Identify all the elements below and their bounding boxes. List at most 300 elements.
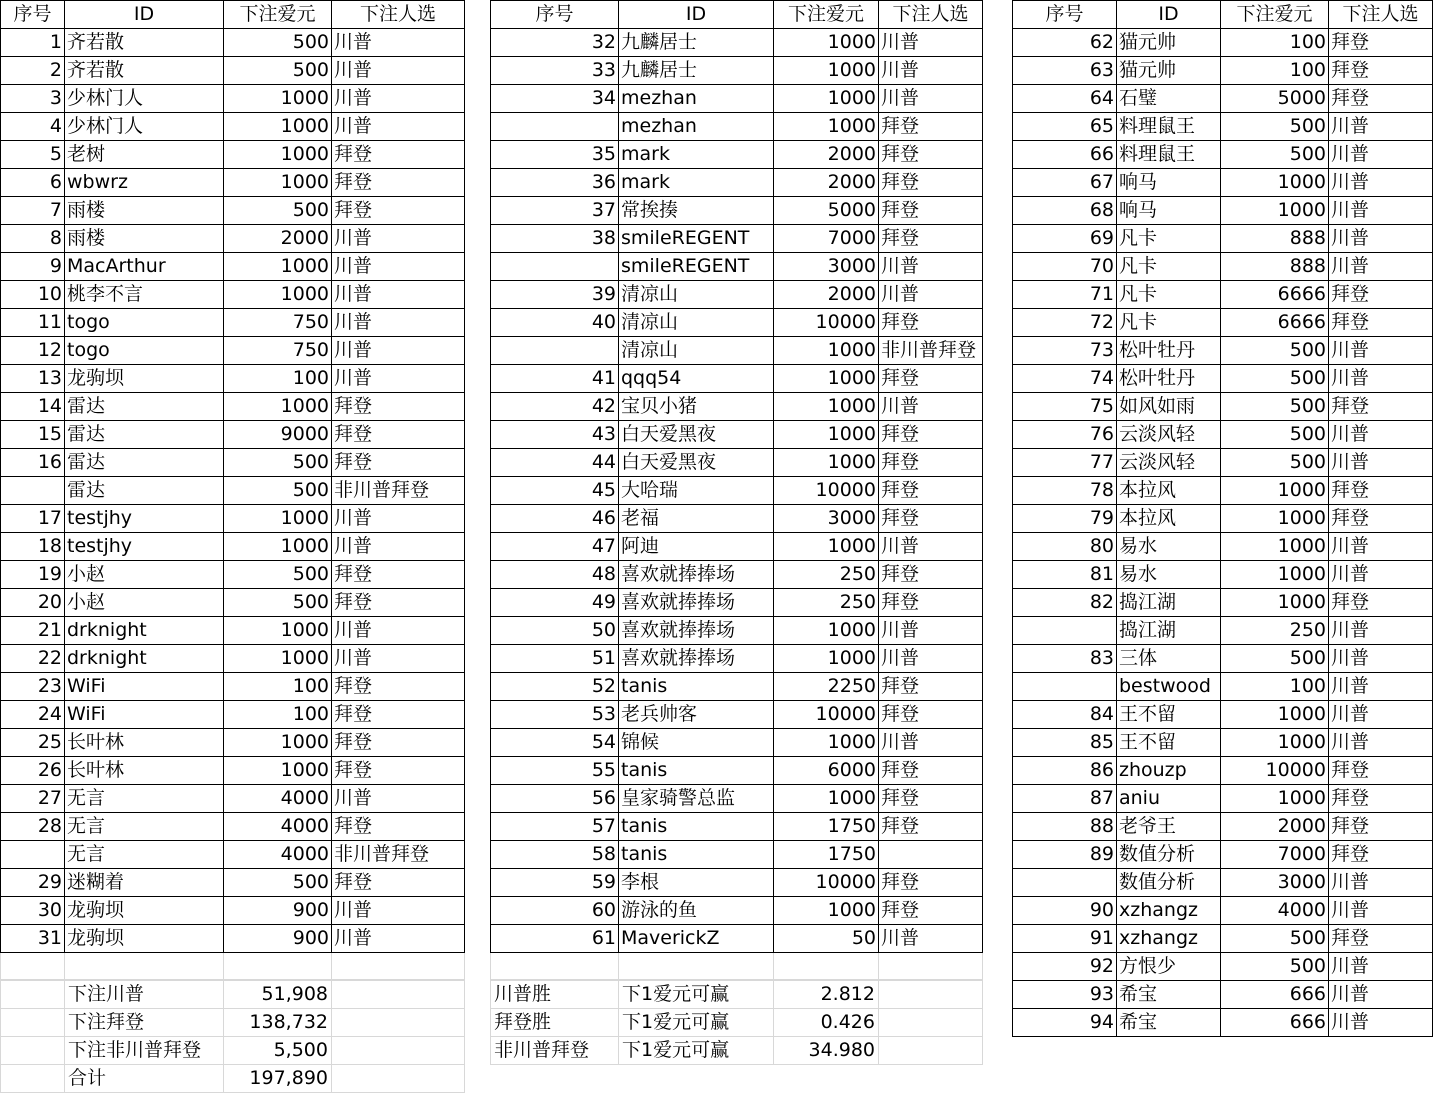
- choice-cell: 拜登: [879, 785, 983, 813]
- amount-cell: 2000: [774, 169, 879, 197]
- table-row: [491, 841, 983, 869]
- amount-cell: 1000: [774, 897, 879, 925]
- seq-cell: [1013, 617, 1117, 645]
- id-cell: 希宝: [1117, 981, 1221, 1009]
- choice-cell: 拜登: [879, 757, 983, 785]
- seq-cell: 46: [491, 505, 619, 533]
- table-row: [1, 29, 465, 57]
- id-cell: 长叶林: [65, 757, 224, 785]
- amount-cell: 1000: [1221, 701, 1329, 729]
- amount-cell: 3000: [1221, 869, 1329, 897]
- id-cell: 无言: [65, 813, 224, 841]
- amount-cell: 1000: [1221, 589, 1329, 617]
- amount-cell: 500: [224, 869, 332, 897]
- seq-cell: 19: [1, 561, 65, 589]
- id-cell: 少林门人: [65, 85, 224, 113]
- id-cell: 响马: [1117, 169, 1221, 197]
- seq-cell: 77: [1013, 449, 1117, 477]
- amount-cell: 4000: [224, 813, 332, 841]
- amount-cell: 500: [224, 57, 332, 85]
- table-row: [491, 365, 983, 393]
- amount-cell: 100: [224, 701, 332, 729]
- header-seq-cell: 序号: [1, 1, 65, 29]
- header-amount-cell: 下注爱元: [224, 1, 332, 29]
- seq-cell: 21: [1, 617, 65, 645]
- table-row: [1013, 813, 1433, 841]
- choice-cell: 拜登: [1329, 813, 1433, 841]
- seq-cell: 34: [491, 85, 619, 113]
- table-row: [1013, 869, 1433, 897]
- table-row: [1, 701, 465, 729]
- seq-cell: 33: [491, 57, 619, 85]
- id-cell: 方恨少: [1117, 953, 1221, 981]
- choice-cell: 川普: [1329, 645, 1433, 673]
- bet-table-2: [490, 0, 983, 980]
- choice-cell: 拜登: [1329, 589, 1433, 617]
- header-row: [1, 1, 465, 29]
- table-row: [1, 225, 465, 253]
- choice-cell: 拜登: [332, 169, 465, 197]
- id-cell: togo: [65, 309, 224, 337]
- id-cell: MacArthur: [65, 253, 224, 281]
- id-cell: 雷达: [65, 449, 224, 477]
- header-row: [1013, 1, 1433, 29]
- header-id-cell: ID: [65, 1, 224, 29]
- seq-cell: 8: [1, 225, 65, 253]
- table-row: [1013, 1009, 1433, 1037]
- amount-cell: 1750: [774, 841, 879, 869]
- id-cell: 喜欢就捧捧场: [619, 561, 774, 589]
- header-amount-cell: 下注爱元: [774, 1, 879, 29]
- amount-cell: 5000: [1221, 85, 1329, 113]
- choice-cell: 拜登: [1329, 57, 1433, 85]
- table-row: [491, 449, 983, 477]
- amount-cell: 1000: [224, 141, 332, 169]
- table-row: [1013, 393, 1433, 421]
- table-row: [1013, 701, 1433, 729]
- choice-cell: 拜登: [879, 701, 983, 729]
- table-row: [1, 169, 465, 197]
- seq-cell: 68: [1013, 197, 1117, 225]
- blank-cell: [879, 981, 983, 1009]
- seq-cell: 56: [491, 785, 619, 813]
- seq-cell: 54: [491, 729, 619, 757]
- id-cell: 李根: [619, 869, 774, 897]
- table-row: [1013, 113, 1433, 141]
- choice-cell: 川普: [1329, 365, 1433, 393]
- choice-cell: 川普: [332, 505, 465, 533]
- id-cell: 石璧: [1117, 85, 1221, 113]
- amount-cell: 1000: [774, 57, 879, 85]
- amount-cell: 1000: [1221, 505, 1329, 533]
- odds-label: 下1爱元可赢: [619, 1009, 774, 1037]
- bet-table-1: [0, 0, 465, 980]
- seq-cell: 9: [1, 253, 65, 281]
- id-cell: smileREGENT: [619, 253, 774, 281]
- seq-cell: 1: [1, 29, 65, 57]
- blank-cell: [1, 1009, 65, 1037]
- amount-cell: 1000: [224, 113, 332, 141]
- table-row: [1013, 617, 1433, 645]
- table-row: [1013, 57, 1433, 85]
- choice-cell: 川普: [332, 785, 465, 813]
- summary-row: [1, 981, 465, 1009]
- header-id-cell: ID: [1117, 1, 1221, 29]
- table-row: [1013, 841, 1433, 869]
- table-row: [491, 141, 983, 169]
- table-row: [491, 85, 983, 113]
- amount-cell: 2250: [774, 673, 879, 701]
- header-seq-cell: 序号: [491, 1, 619, 29]
- amount-cell: 50: [774, 925, 879, 953]
- choice-cell: 拜登: [332, 813, 465, 841]
- amount-cell: 100: [224, 365, 332, 393]
- amount-cell: 500: [1221, 645, 1329, 673]
- amount-cell: 1000: [1221, 197, 1329, 225]
- table-row: [1, 757, 465, 785]
- id-cell: 喜欢就捧捧场: [619, 645, 774, 673]
- seq-cell: 63: [1013, 57, 1117, 85]
- amount-cell: 100: [1221, 57, 1329, 85]
- seq-cell: 88: [1013, 813, 1117, 841]
- table-row: [1013, 141, 1433, 169]
- choice-cell: 川普: [332, 309, 465, 337]
- choice-cell: 川普: [879, 29, 983, 57]
- amount-cell: 100: [224, 673, 332, 701]
- table-row: [1, 897, 465, 925]
- blank-row: [491, 953, 983, 980]
- amount-cell: 1000: [224, 505, 332, 533]
- amount-cell: 2000: [224, 225, 332, 253]
- choice-cell: 川普: [1329, 113, 1433, 141]
- seq-cell: 38: [491, 225, 619, 253]
- choice-cell: 拜登: [879, 673, 983, 701]
- id-cell: 清凉山: [619, 281, 774, 309]
- choice-cell: 拜登: [1329, 477, 1433, 505]
- id-cell: 阿迪: [619, 533, 774, 561]
- amount-cell: 500: [1221, 449, 1329, 477]
- id-cell: 猫元帅: [1117, 29, 1221, 57]
- table-row: [1013, 785, 1433, 813]
- id-cell: 齐若散: [65, 57, 224, 85]
- choice-cell: 拜登: [1329, 841, 1433, 869]
- blank-cell: [879, 1009, 983, 1037]
- table-row: [491, 197, 983, 225]
- summary-value: 138,732: [224, 1009, 332, 1037]
- seq-cell: 37: [491, 197, 619, 225]
- odds-row: [491, 1009, 983, 1037]
- seq-cell: 64: [1013, 85, 1117, 113]
- amount-cell: 1000: [774, 729, 879, 757]
- id-cell: 小赵: [65, 561, 224, 589]
- table-row: [1, 561, 465, 589]
- summary-value: 51,908: [224, 981, 332, 1009]
- amount-cell: 1000: [224, 393, 332, 421]
- table-row: [1, 841, 465, 869]
- seq-cell: 58: [491, 841, 619, 869]
- seq-cell: 24: [1, 701, 65, 729]
- seq-cell: 20: [1, 589, 65, 617]
- blank-cell: [1, 1037, 65, 1065]
- id-cell: 三体: [1117, 645, 1221, 673]
- id-cell: mezhan: [619, 85, 774, 113]
- choice-cell: 川普: [879, 393, 983, 421]
- amount-cell: 7000: [1221, 841, 1329, 869]
- seq-cell: [491, 337, 619, 365]
- blank-cell: [879, 953, 983, 980]
- id-cell: 料理鼠王: [1117, 141, 1221, 169]
- id-cell: 凡卡: [1117, 281, 1221, 309]
- table-row: [491, 113, 983, 141]
- table-row: [491, 869, 983, 897]
- table-row: [491, 393, 983, 421]
- seq-cell: 40: [491, 309, 619, 337]
- seq-cell: [491, 113, 619, 141]
- amount-cell: 1000: [774, 337, 879, 365]
- id-cell: 清凉山: [619, 309, 774, 337]
- blank-cell: [1, 1065, 65, 1093]
- choice-cell: 非川普拜登: [332, 477, 465, 505]
- choice-cell: 拜登: [879, 141, 983, 169]
- seq-cell: 76: [1013, 421, 1117, 449]
- table-row: [1013, 421, 1433, 449]
- table-row: [491, 617, 983, 645]
- table-row: [1, 813, 465, 841]
- table-row: [1013, 225, 1433, 253]
- seq-cell: 22: [1, 645, 65, 673]
- id-cell: MaverickZ: [619, 925, 774, 953]
- id-cell: 本拉风: [1117, 477, 1221, 505]
- id-cell: 雨楼: [65, 225, 224, 253]
- amount-cell: 500: [1221, 365, 1329, 393]
- choice-cell: 川普: [879, 617, 983, 645]
- id-cell: tanis: [619, 673, 774, 701]
- choice-cell: 拜登: [332, 673, 465, 701]
- odds-label: 下1爱元可赢: [619, 981, 774, 1009]
- amount-cell: 500: [1221, 421, 1329, 449]
- id-cell: WiFi: [65, 673, 224, 701]
- choice-cell: 拜登: [332, 393, 465, 421]
- choice-cell: 川普: [1329, 729, 1433, 757]
- id-cell: tanis: [619, 813, 774, 841]
- id-cell: 老爷王: [1117, 813, 1221, 841]
- summary-label: 合计: [65, 1065, 224, 1093]
- choice-cell: 川普: [1329, 253, 1433, 281]
- amount-cell: 1000: [774, 645, 879, 673]
- blank-row: [1, 953, 465, 980]
- amount-cell: 1000: [1221, 169, 1329, 197]
- table-row: [1013, 505, 1433, 533]
- seq-cell: 66: [1013, 141, 1117, 169]
- choice-cell: 川普: [332, 29, 465, 57]
- table-row: [1013, 253, 1433, 281]
- amount-cell: 1000: [224, 729, 332, 757]
- choice-cell: 拜登: [879, 365, 983, 393]
- amount-cell: 750: [224, 309, 332, 337]
- id-cell: 老兵帅客: [619, 701, 774, 729]
- seq-cell: [1, 477, 65, 505]
- id-cell: 雨楼: [65, 197, 224, 225]
- id-cell: 锦候: [619, 729, 774, 757]
- choice-cell: 拜登: [332, 729, 465, 757]
- choice-cell: 川普: [1329, 701, 1433, 729]
- choice-cell: 拜登: [332, 589, 465, 617]
- amount-cell: 2000: [774, 281, 879, 309]
- seq-cell: 81: [1013, 561, 1117, 589]
- seq-cell: 62: [1013, 29, 1117, 57]
- id-cell: 长叶林: [65, 729, 224, 757]
- seq-cell: 92: [1013, 953, 1117, 981]
- choice-cell: 川普: [879, 281, 983, 309]
- amount-cell: 500: [224, 477, 332, 505]
- amount-cell: 1000: [224, 757, 332, 785]
- id-cell: 齐若散: [65, 29, 224, 57]
- choice-cell: 川普: [1329, 869, 1433, 897]
- choice-cell: 川普: [1329, 561, 1433, 589]
- odds-value: 0.426: [774, 1009, 879, 1037]
- choice-cell: 川普: [879, 645, 983, 673]
- seq-cell: 39: [491, 281, 619, 309]
- table-row: [491, 757, 983, 785]
- choice-cell: 拜登: [332, 561, 465, 589]
- amount-cell: 500: [1221, 393, 1329, 421]
- id-cell: 九麟居士: [619, 29, 774, 57]
- amount-cell: 2000: [1221, 813, 1329, 841]
- seq-cell: 75: [1013, 393, 1117, 421]
- seq-cell: 14: [1, 393, 65, 421]
- table-row: [1, 533, 465, 561]
- blank-cell: [491, 953, 619, 980]
- seq-cell: 48: [491, 561, 619, 589]
- amount-cell: 1000: [224, 253, 332, 281]
- blank-cell: [619, 953, 774, 980]
- amount-cell: 1000: [224, 85, 332, 113]
- table-row: [491, 225, 983, 253]
- id-cell: 易水: [1117, 561, 1221, 589]
- seq-cell: 55: [491, 757, 619, 785]
- id-cell: 龙驹坝: [65, 897, 224, 925]
- seq-cell: 49: [491, 589, 619, 617]
- table-row: [1, 281, 465, 309]
- amount-cell: 1000: [1221, 477, 1329, 505]
- choice-cell: 川普: [332, 645, 465, 673]
- table-row: [1, 253, 465, 281]
- amount-cell: 2000: [774, 141, 879, 169]
- choice-cell: 川普: [879, 729, 983, 757]
- choice-cell: 川普: [1329, 953, 1433, 981]
- choice-cell: 拜登: [879, 113, 983, 141]
- id-cell: 无言: [65, 841, 224, 869]
- table-row: [491, 337, 983, 365]
- amount-cell: 7000: [774, 225, 879, 253]
- seq-cell: 74: [1013, 365, 1117, 393]
- choice-cell: 川普: [1329, 533, 1433, 561]
- seq-cell: 32: [491, 29, 619, 57]
- seq-cell: 69: [1013, 225, 1117, 253]
- id-cell: mezhan: [619, 113, 774, 141]
- amount-cell: 1000: [774, 533, 879, 561]
- id-cell: drknight: [65, 645, 224, 673]
- seq-cell: 42: [491, 393, 619, 421]
- choice-cell: 拜登: [879, 869, 983, 897]
- seq-cell: 93: [1013, 981, 1117, 1009]
- seq-cell: 28: [1, 813, 65, 841]
- seq-cell: 6: [1, 169, 65, 197]
- seq-cell: 60: [491, 897, 619, 925]
- choice-cell: 拜登: [879, 197, 983, 225]
- seq-cell: 13: [1, 365, 65, 393]
- seq-cell: 70: [1013, 253, 1117, 281]
- seq-cell: 45: [491, 477, 619, 505]
- choice-cell: 拜登: [1329, 29, 1433, 57]
- seq-cell: 25: [1, 729, 65, 757]
- odds-outcome: 拜登胜: [491, 1009, 619, 1037]
- table-row: [1013, 309, 1433, 337]
- summary-odds: [490, 980, 983, 1065]
- id-cell: WiFi: [65, 701, 224, 729]
- seq-cell: 78: [1013, 477, 1117, 505]
- amount-cell: 1000: [1221, 533, 1329, 561]
- table-row: [1, 309, 465, 337]
- amount-cell: 1000: [1221, 729, 1329, 757]
- table-row: [1, 617, 465, 645]
- choice-cell: 拜登: [879, 589, 983, 617]
- blank-cell: [332, 1009, 465, 1037]
- choice-cell: 川普: [332, 281, 465, 309]
- blank-cell: [332, 1065, 465, 1093]
- choice-cell: 非川普拜登: [332, 841, 465, 869]
- amount-cell: 500: [224, 449, 332, 477]
- choice-cell: 川普: [332, 57, 465, 85]
- choice-cell: 川普: [1329, 337, 1433, 365]
- choice-cell: 川普: [332, 533, 465, 561]
- table-row: [491, 701, 983, 729]
- amount-cell: 4000: [224, 841, 332, 869]
- table-row: [1, 505, 465, 533]
- table-row: [1013, 981, 1433, 1009]
- id-cell: 桃李不言: [65, 281, 224, 309]
- table-row: [1013, 197, 1433, 225]
- choice-cell: 川普: [1329, 1009, 1433, 1037]
- amount-cell: 1000: [774, 113, 879, 141]
- id-cell: aniu: [1117, 785, 1221, 813]
- id-cell: qqq54: [619, 365, 774, 393]
- id-cell: 数值分析: [1117, 869, 1221, 897]
- odds-row: [491, 981, 983, 1009]
- amount-cell: 1000: [224, 645, 332, 673]
- table-row: [491, 281, 983, 309]
- seq-cell: 23: [1, 673, 65, 701]
- choice-cell: [879, 841, 983, 869]
- blank-cell: [1, 953, 65, 980]
- id-cell: 大哈瑞: [619, 477, 774, 505]
- seq-cell: 73: [1013, 337, 1117, 365]
- amount-cell: 10000: [774, 309, 879, 337]
- id-cell: 雷达: [65, 421, 224, 449]
- choice-cell: 川普: [879, 85, 983, 113]
- table-row: [1, 85, 465, 113]
- summary-label: 下注川普: [65, 981, 224, 1009]
- seq-cell: 71: [1013, 281, 1117, 309]
- amount-cell: 3000: [774, 253, 879, 281]
- seq-cell: 4: [1, 113, 65, 141]
- amount-cell: 1000: [1221, 561, 1329, 589]
- choice-cell: 拜登: [879, 477, 983, 505]
- choice-cell: 川普: [1329, 981, 1433, 1009]
- seq-cell: 83: [1013, 645, 1117, 673]
- id-cell: 游泳的鱼: [619, 897, 774, 925]
- seq-cell: 51: [491, 645, 619, 673]
